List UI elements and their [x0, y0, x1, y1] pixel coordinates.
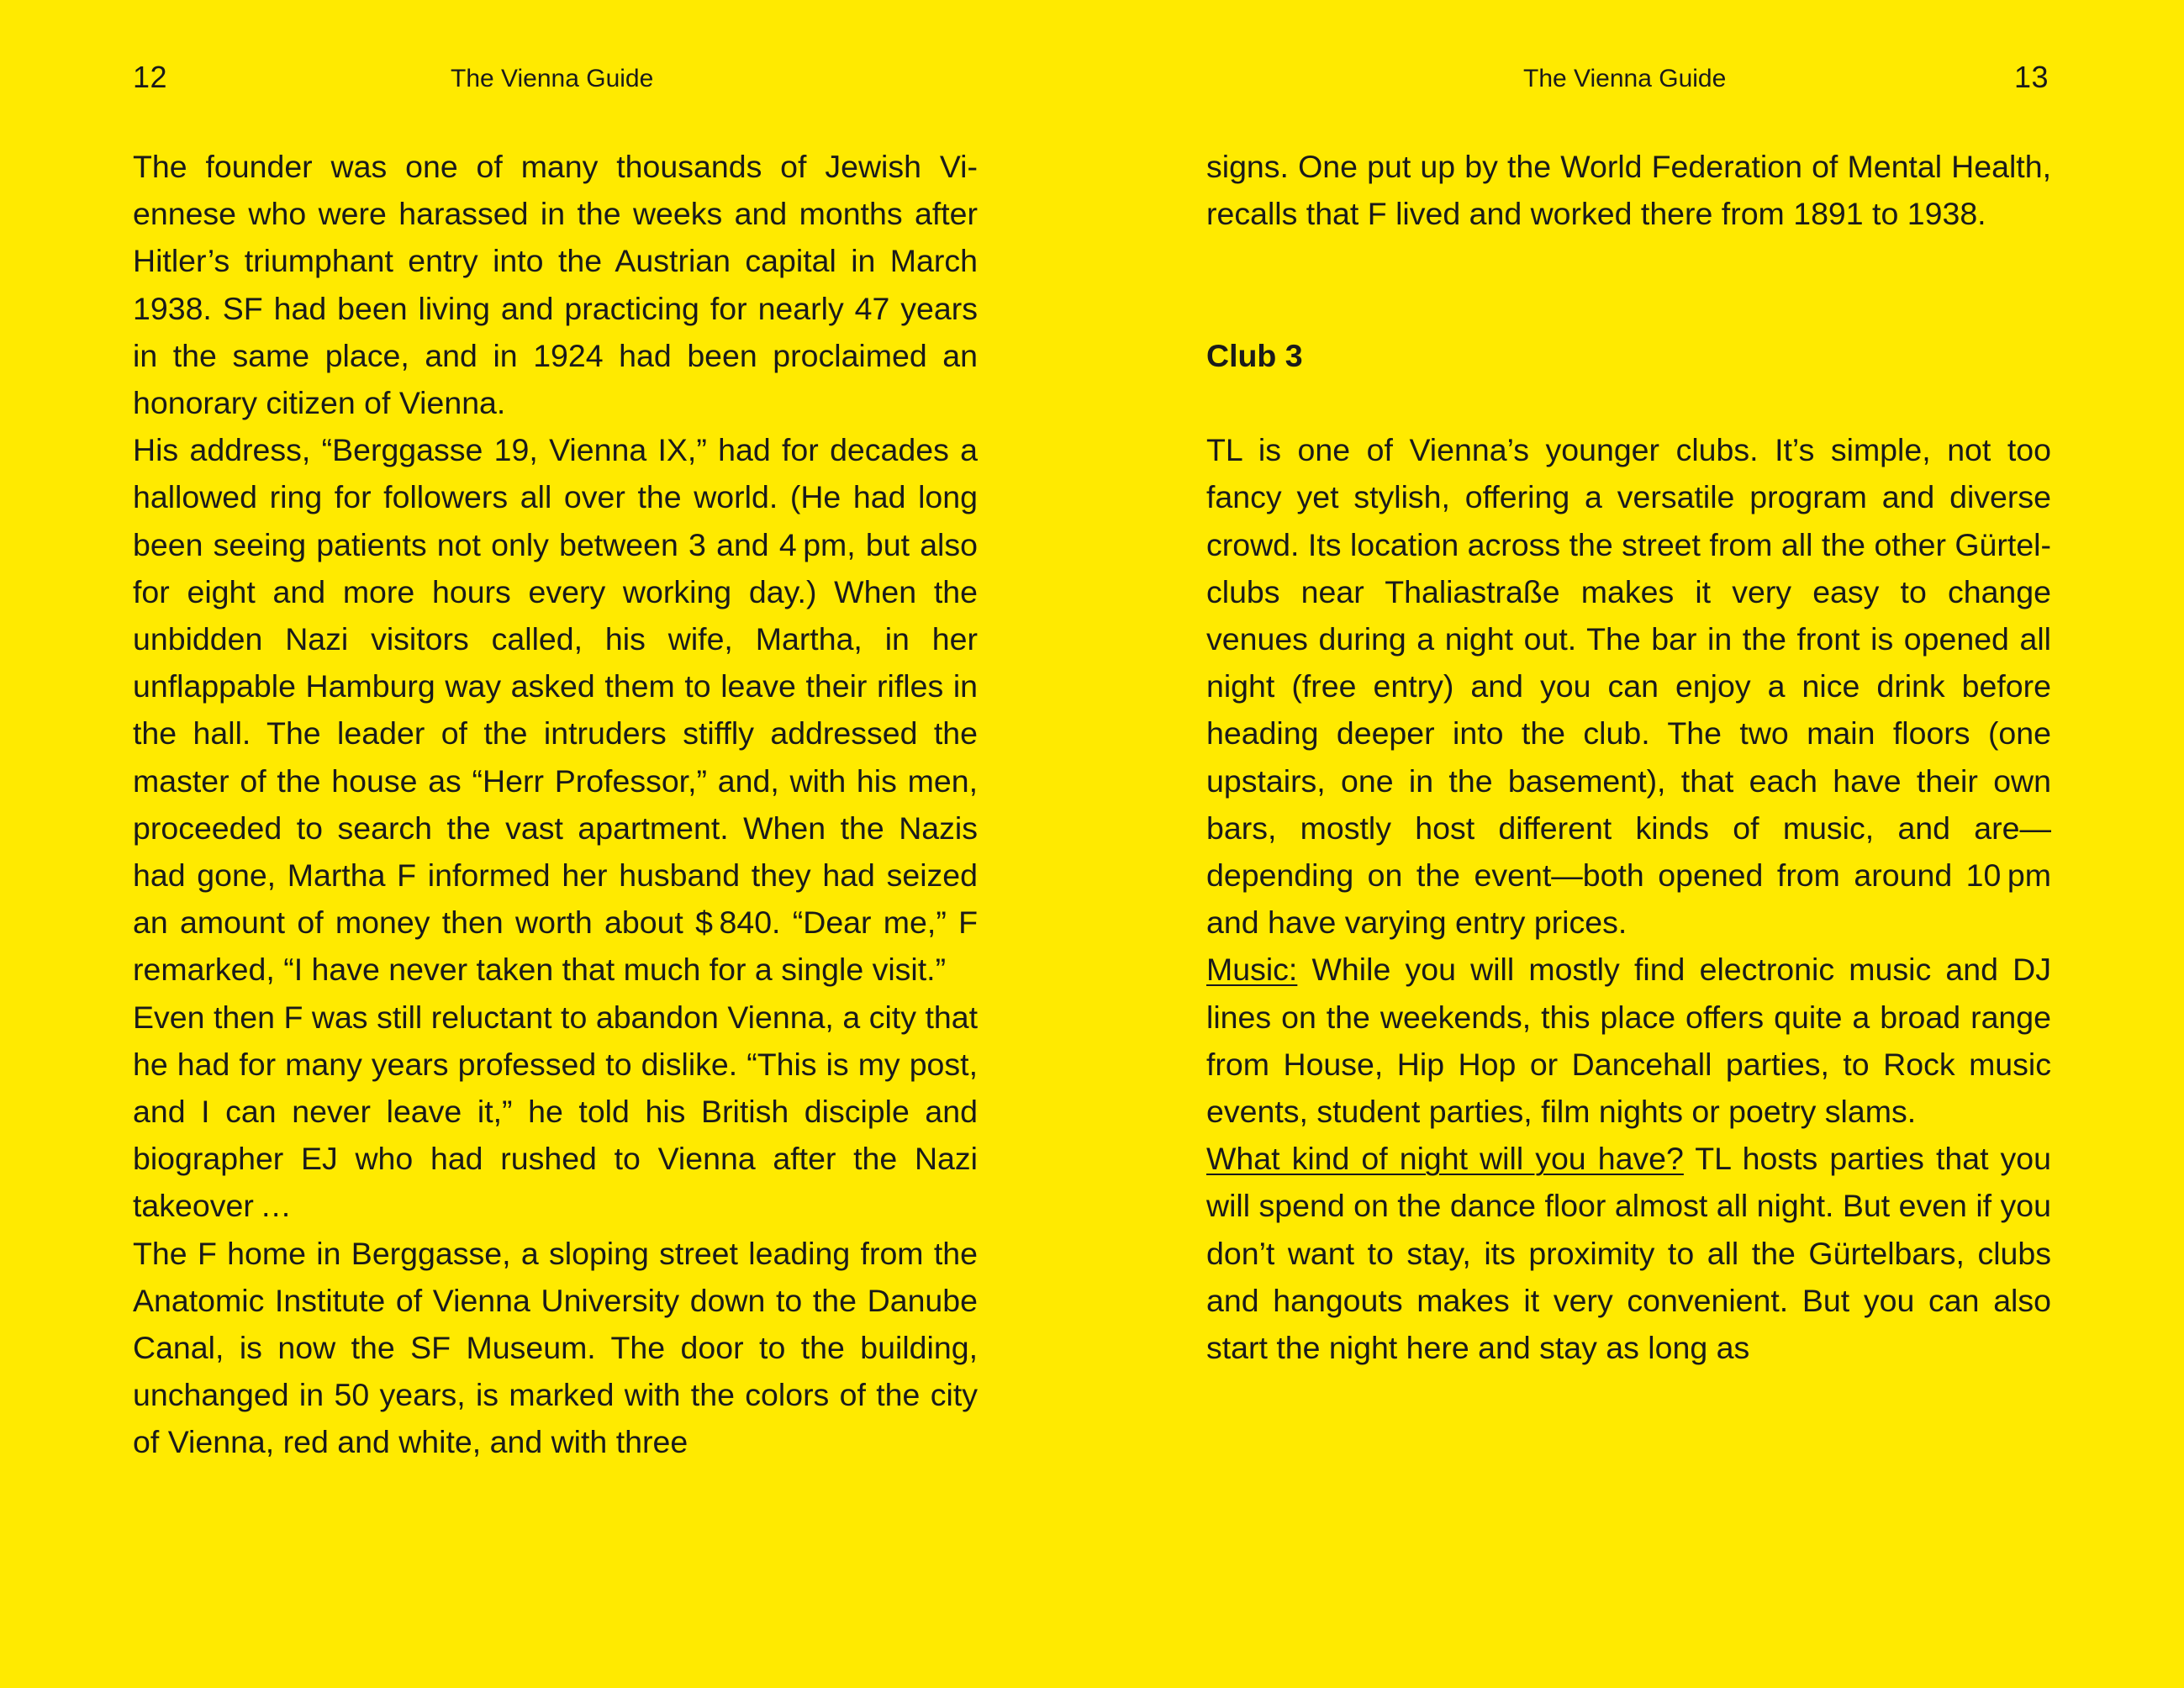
heading-gap [1206, 379, 2051, 426]
right-page [1092, 0, 2184, 1688]
paragraph-music [1206, 946, 2051, 1135]
night-label: What kind of night will you have? [1206, 1141, 1684, 1177]
section-gap [1206, 237, 2051, 331]
page-number-left: 12 [133, 60, 168, 94]
paragraph-address: His address, “Berggasse 19, Vienna IX,” had for decades a hallowed ring for followers all over the world. (He had long been seeing patients not only between 3 and 4 pm, but also for eight and more hours every working day.) When the unbidden Nazi visitors called, his wife, Martha, in her unflappable Hamburg way asked them to leave their rifles in the hall. The leader of the intruders stiffly addressed the master of the house as “Herr Professor,” and, with his men, proceeded to search the vast apartment. When the Nazis had gone, Martha F informed her husband they had seized an amount of money then worth about $ 840. “Dear me,” F remarked, “I have never taken that much for a single visit.” [133, 432, 978, 988]
running-head-left: The Vienna Guide [451, 65, 654, 92]
left-body-text [133, 143, 978, 1466]
paragraph-signs-continuation: signs. One put up by the World Federation of Mental Health, recalls that F lived and worked there from 1891 to 1938. [1206, 149, 2051, 232]
paragraph-berggasse-home: The F home in Berggasse, a sloping street leading from the Anatomic Institute of Vienna University down to the Danube Canal, is now the SF Museum. The door to the building, unchanged in 50 years, is marked with the colors of the city of Vienna, red and white, and with three [133, 1235, 978, 1460]
paragraph-club-intro: TL is one of Vienna’s younger clubs. It’s simple, not too fancy yet stylish, offering a versatile program and diverse crowd. Its location across the street from all the other Gürtel-clubs near Thaliastraße makes it very easy to change venues during a night out. The bar in the front is opened all night (free entry) and you can enjoy a nice drink before heading deeper into the club. The two main floors (one upstairs, one in the basement), that each have their own bars, mostly host different kinds of music, and are—depending on the event—both opened from around 10 pm and have varying entry prices. [1206, 432, 2051, 941]
paragraph-founder: The founder was one of many thousands of Jewish Viennese who were harassed in the weeks and months after Hitler’s triumphant entry into the Austrian capital in March 1938. SF had been living and practicing for nearly 47 years in the same place, and in 1924 had been proclaimed an honorary citizen of Vienna. [133, 149, 978, 421]
section-heading-club-3: Club 3 [1206, 337, 1303, 373]
right-body-text [1206, 143, 2051, 1371]
paragraph-reluctant: Even then F was still reluctant to abandon Vienna, a city that he had for many years professed to dislike. “This is my post, and I can never leave it,” he told his British disciple and biographer EJ who had rushed to Vienna after the Nazi takeover … [133, 999, 978, 1224]
night-text: TL hosts parties that you will spend on the dance floor almost all night. But even if you don’t want to stay, its proximity to all the Gürtelbars, clubs and hangouts makes it very convenient. But you can also start the night here and stay as long as [1206, 1141, 2051, 1366]
music-label: Music: [1206, 952, 1298, 988]
music-text: While you will mostly find electronic music and DJ lines on the weekends, this place offers quite a broad range from House, Hip Hop or Dancehall parties, to Rock music events, student parties, film nights or poetry slams. [1206, 952, 2051, 1130]
paragraph-night [1206, 1135, 2051, 1371]
running-head-right: The Vienna Guide [1523, 65, 1727, 92]
page-number-right: 13 [2013, 60, 2049, 94]
